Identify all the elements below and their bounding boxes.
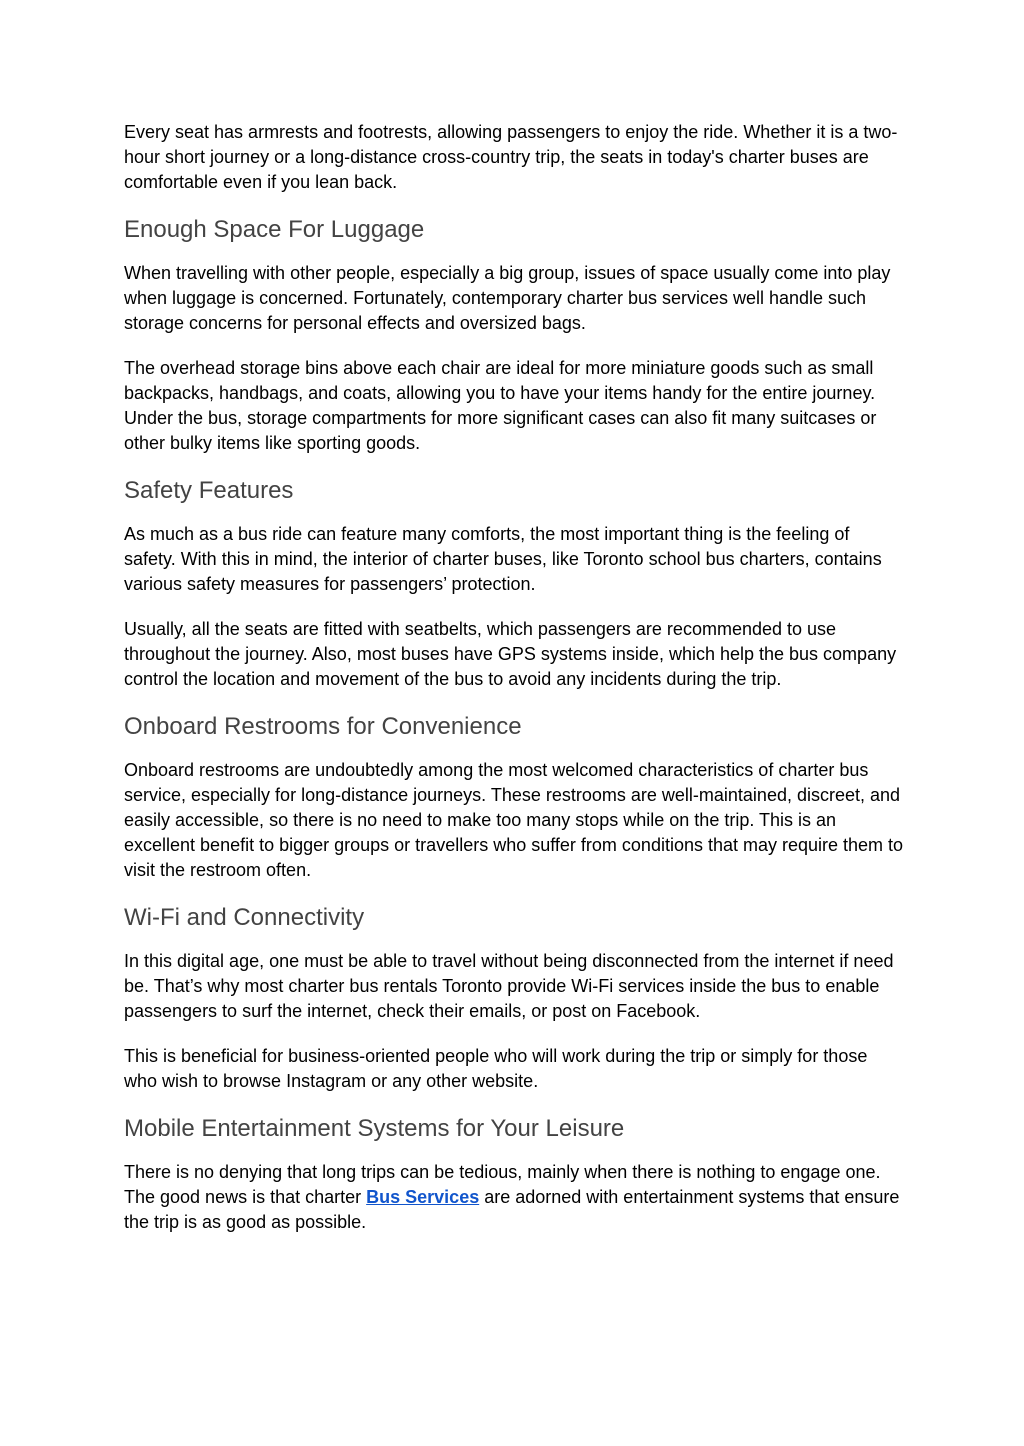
heading-entertainment: Mobile Entertainment Systems for Your Leisure [124,1115,625,1142]
wifi-paragraph-1: In this digital age, one must be able to travel without being disconnected from the internet if need be. That’s why most charter bus rentals Toronto provide Wi-Fi services inside the bus to enable passengers to surf the internet, check their emails, or post on Facebook. [124,951,894,1021]
heading-luggage: Enough Space For Luggage [124,216,425,243]
heading-wifi: Wi-Fi and Connectivity [124,904,365,931]
wifi-paragraph-2: This is beneficial for business-oriented people who will work during the trip or simply for those who wish to browse Instagram or any other website. [124,1046,868,1091]
bus-services-link[interactable]: Bus Services [366,1187,480,1207]
entertainment-paragraph [124,1160,904,1235]
heading-restrooms: Onboard Restrooms for Convenience [124,713,522,740]
intro-paragraph: Every seat has armrests and footrests, allowing passengers to enjoy the ride. Whether it is a two-hour short journey or a long-distance cross-country trip, the seats in today's charter buses are comfortable even if you lean back. [124,122,898,192]
safety-paragraph-2: Usually, all the seats are fitted with seatbelts, which passengers are recommended to use throughout the journey. Also, most buses have GPS systems inside, which help the bus company control the location and movement of the bus to avoid any incidents during the trip. [124,619,897,689]
luggage-paragraph-1: When travelling with other people, especially a big group, issues of space usually come into play when luggage is concerned. Fortunately, contemporary charter bus services well handle such storage concerns for personal effects and oversized bags. [124,263,891,333]
luggage-paragraph-2: The overhead storage bins above each chair are ideal for more miniature goods such as small backpacks, handbags, and coats, allowing you to have your items handy for the entire journey. Under the bus, storage compartments for more significant cases can also fit many suitcases or other bulky items like sporting goods. [124,358,877,453]
entertainment-text-before-link: There is no denying that long trips can be tedious, mainly when there is nothing to engage one. The good news is that charter [124,1162,881,1207]
heading-safety: Safety Features [124,477,294,504]
document-page [124,120,904,1235]
safety-paragraph-1: As much as a bus ride can feature many comforts, the most important thing is the feeling of safety. With this in mind, the interior of charter buses, like Toronto school bus charters, contains various safety measures for passengers’ protection. [124,524,882,594]
restrooms-paragraph: Onboard restrooms are undoubtedly among the most welcomed characteristics of charter bus service, especially for long-distance journeys. These restrooms are well-maintained, discreet, and easily accessible, so there is no need to make too many stops while on the trip. This is an excellent benefit to bigger groups or travellers who suffer from conditions that may require them to visit the restroom often. [124,760,904,880]
entertainment-text-after-link: are adorned with entertainment systems that ensure the trip is as good as possible. [124,1187,900,1232]
